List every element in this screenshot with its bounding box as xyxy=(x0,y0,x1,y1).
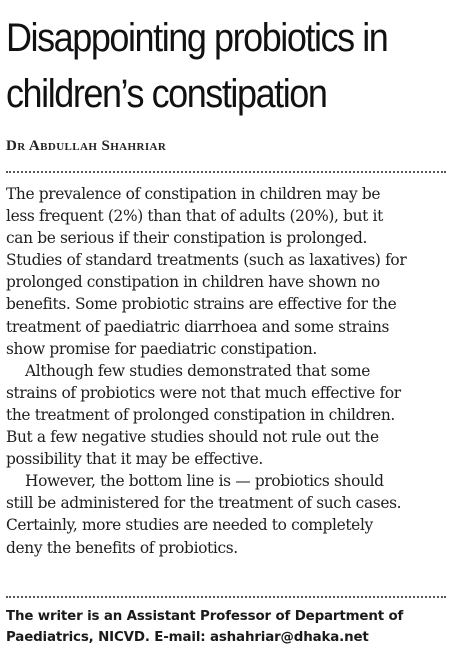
text-line: However, the bottom line is — probiotics should xyxy=(25,472,384,491)
dotted-divider-top xyxy=(6,171,446,173)
author-note-line: Paediatrics, NICVD. E-mail: ashahriar@dhaka.net xyxy=(6,630,369,645)
text-line: still be administered for the treatment of such cases. xyxy=(6,494,402,513)
text-line: treatment of paediatric diarrhoea and some strains xyxy=(6,317,390,336)
text-line: deny the benefits of probiotics. xyxy=(6,538,238,557)
text-line: Certainly, more studies are needed to completely xyxy=(6,516,373,535)
author-note-line: The writer is an Assistant Professor of Department of xyxy=(6,609,404,624)
headline-line: Disappointing probiotics in xyxy=(6,16,388,60)
text-line: Studies of standard treatments (such as laxatives) for xyxy=(6,251,407,270)
text-line: prolonged constipation in children have shown no xyxy=(6,273,380,292)
text-line: the treatment of prolonged constipation in children. xyxy=(6,405,395,424)
byline: Dr Abdullah Shahriar xyxy=(6,138,167,154)
article-body xyxy=(6,183,452,559)
text-line: can be serious if their constipation is prolonged. xyxy=(6,229,368,248)
author-note xyxy=(6,606,452,648)
headline xyxy=(6,10,402,122)
text-line: The prevalence of constipation in children may be xyxy=(6,185,381,203)
paragraph-1 xyxy=(6,183,452,360)
text-line: But a few negative studies should not rule out the xyxy=(6,428,379,447)
text-line: Although few studies demonstrated that some xyxy=(25,361,371,380)
paragraph-2 xyxy=(6,360,452,470)
text-line: possibility that it may be effective. xyxy=(6,450,263,469)
text-line: less frequent (2%) than that of adults (20%), but it xyxy=(6,207,383,226)
text-line: benefits. Some probiotic strains are effective for the xyxy=(6,295,397,314)
dotted-divider-bottom xyxy=(6,596,446,598)
paragraph-3 xyxy=(6,470,452,558)
text-line: strains of probiotics were not that much effective for xyxy=(6,383,401,402)
headline-line: children’s constipation xyxy=(6,72,327,116)
text-line: show promise for paediatric constipation. xyxy=(6,339,317,358)
